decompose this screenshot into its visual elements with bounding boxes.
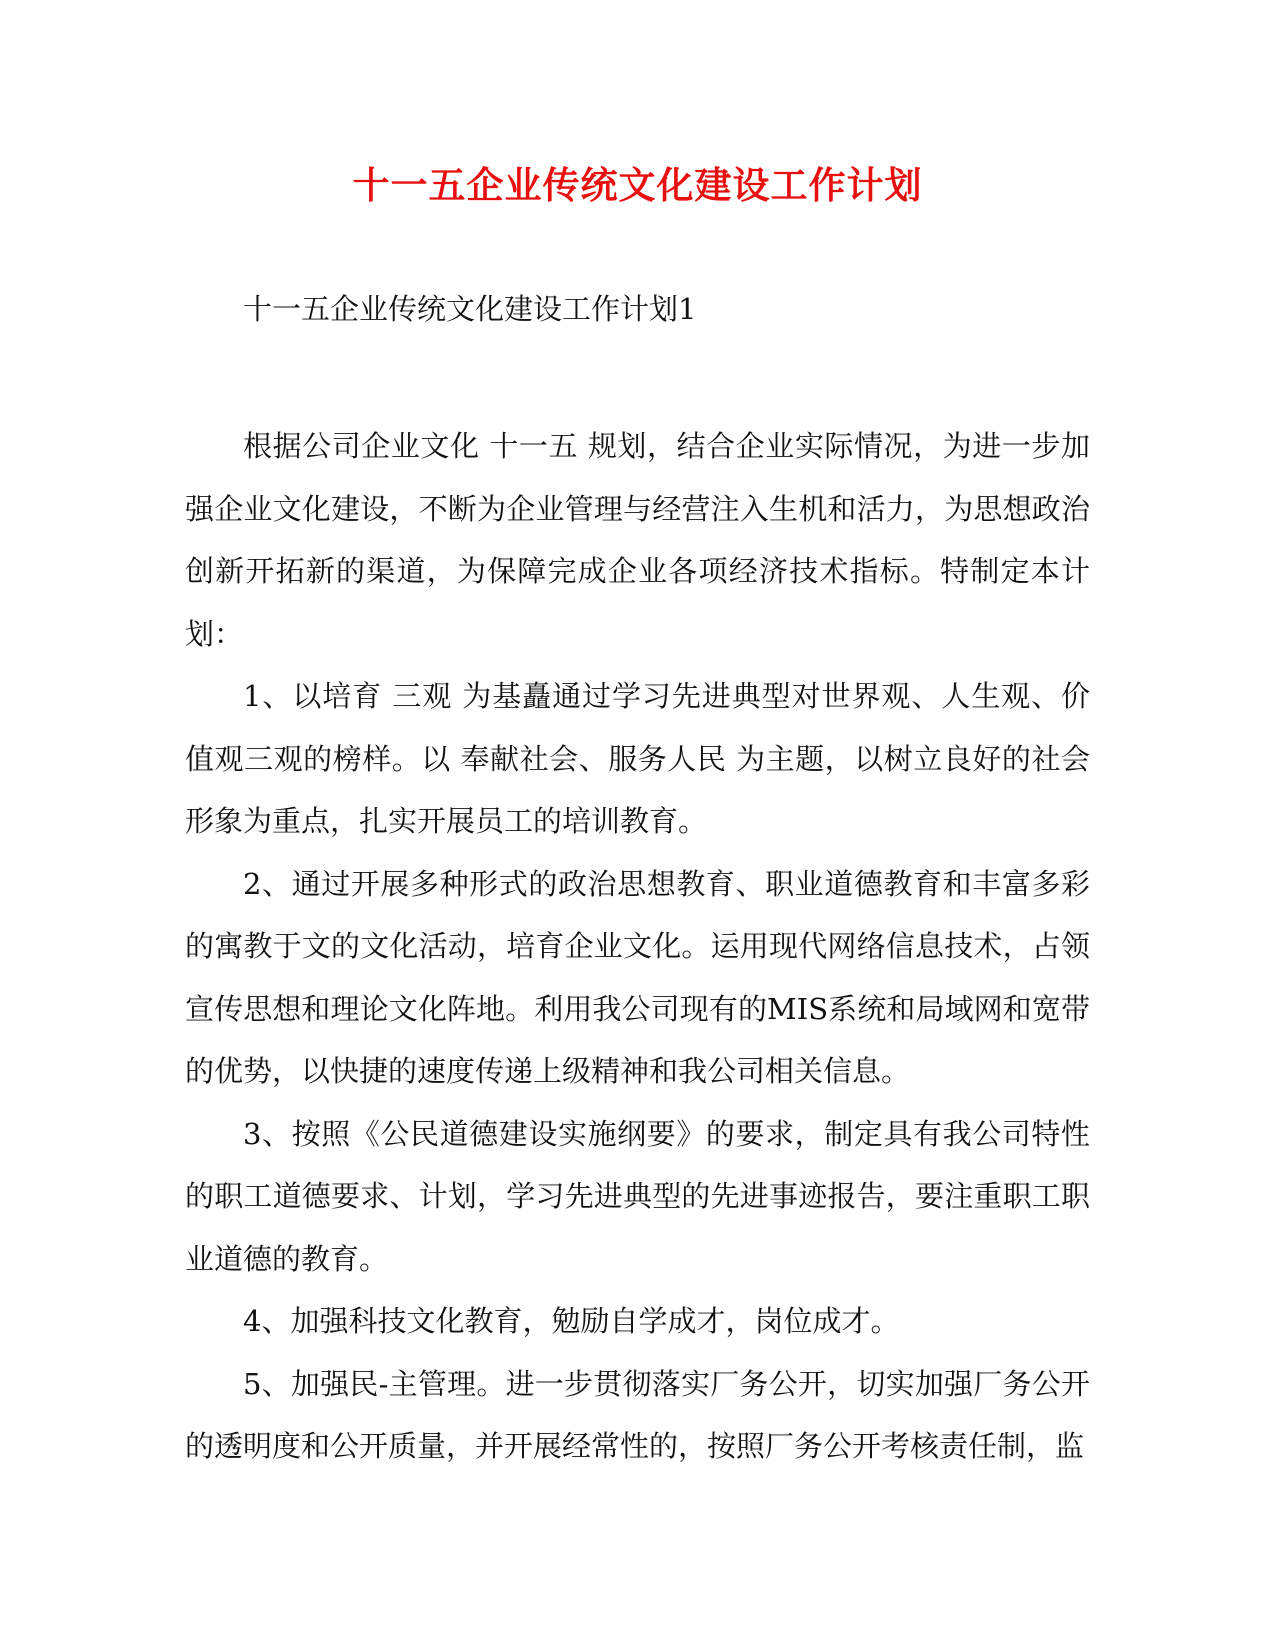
paragraph-item-3: 3、按照《公民道德建设实施纲要》的要求，制定具有我公司特性的职工道德要求、计划，学习先进典型的先进事迹报告，要注重职工职业道德的教育。	[185, 1116, 1090, 1276]
paragraph-item-5: 5、加强民-主管理。进一步贯彻落实厂务公开，切实加强厂务公开的透明度和公开质量，并开展经常性的，按照厂务公开考核责任制，监	[185, 1366, 1090, 1463]
spacer	[185, 340, 1090, 415]
document-body	[185, 278, 1090, 1478]
paragraph-intro: 根据公司企业文化 十一五 规划，结合企业实际情况，为进一步加强企业文化建设，不断为企业管理与经营注入生机和活力，为思想政治创新开拓新的渠道，为保障完成企业各项经济技术指标。特制定本计划：	[185, 429, 1090, 651]
document-title: 十一五企业传统文化建设工作计划	[352, 163, 923, 207]
paragraph-item-4: 4、加强科技文化教育，勉励自学成才，岗位成才。	[243, 1304, 900, 1338]
paragraph-item-1: 1、以培育 三观 为基矗通过学习先进典型对世界观、人生观、价值观三观的榜样。以 奉献社会、服务人民 为主题，以树立良好的社会形象为重点，扎实开展员工的培训教育。	[185, 679, 1090, 838]
document-subtitle: 十一五企业传统文化建设工作计划1	[243, 292, 697, 326]
paragraph-item-2: 2、通过开展多种形式的政治思想教育、职业道德教育和丰富多彩的寓教于文的文化活动，培育企业文化。运用现代网络信息技术，占领宣传思想和理论文化阵地。利用我公司现有的MIS系统和局域网和宽带的优势，以快捷的速度传递上级精神和我公司相关信息。	[185, 866, 1090, 1088]
